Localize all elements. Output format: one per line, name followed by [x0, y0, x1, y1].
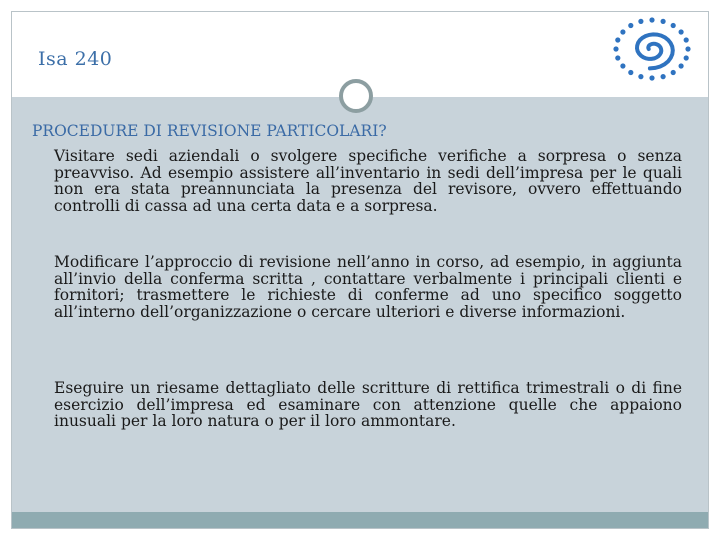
- paragraph-site-visits: Visitare sedi aziendali o svolgere specifiche verifiche a sorpresa o senza preavviso. Ad esempio assistere all’inventario in sedi dell’impresa per le quali non era stata preannunciata la presenza del revisore, ovvero effettuando controlli di cassa ad una certa data e a sorpresa.: [54, 147, 682, 215]
- paragraph-adjustment-review: Eseguire un riesame dettagliato delle scritture di rettifica trimestrali o di fine esercizio dell’impresa ed esaminare con attenzione quelle che appaiono inusuali per la loro natura o per il loro ammontare.: [54, 379, 682, 430]
- section-heading: PROCEDURE DI REVISIONE PARTICOLARI?: [32, 122, 387, 140]
- slide-title: Isa 240: [38, 48, 113, 70]
- paragraph-audit-approach: Modificare l’approccio di revisione nell’anno in corso, ad esempio, in aggiunta all’invio della conferma scritta , contattare verbalmente i principali clienti e fornitori; trasmettere le richieste di conferme ad uno specifico soggetto all’interno dell’organizzazione o cercare ulteriori e diverse informazioni.: [54, 253, 682, 321]
- ring-ornament-icon: [339, 79, 373, 113]
